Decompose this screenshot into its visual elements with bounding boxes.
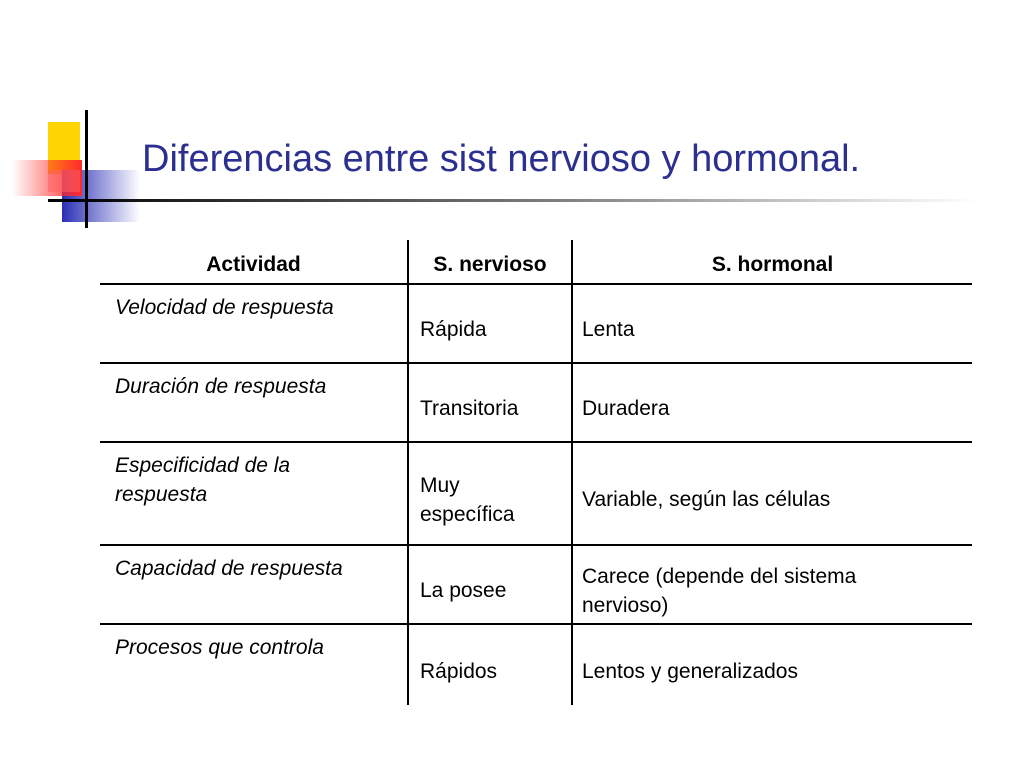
table-cell-actividad	[115, 451, 405, 509]
cell-line: Duración de respuesta	[115, 375, 327, 398]
column-divider	[407, 240, 409, 705]
cell-line: Duradera	[582, 397, 670, 420]
table-cell-nervioso	[420, 657, 570, 686]
table-cell-actividad	[115, 633, 405, 662]
cell-line: Velocidad de respuesta	[115, 296, 334, 319]
cell-line: Transitoria	[420, 397, 519, 420]
table-cell-hormonal	[582, 562, 970, 620]
cell-line: Muy	[420, 474, 460, 497]
row-separator	[100, 441, 972, 443]
horizontal-rule	[48, 199, 978, 202]
column-header-nervioso: S. nervioso	[433, 253, 547, 276]
table-cell-nervioso	[420, 315, 570, 344]
table-cell-nervioso	[420, 576, 570, 605]
table-cell-hormonal	[582, 485, 970, 514]
cell-line: La posee	[420, 579, 507, 602]
row-separator	[100, 544, 972, 546]
vertical-rule	[85, 110, 88, 228]
header-separator	[100, 283, 972, 285]
cell-line: Carece (depende del sistema	[582, 565, 857, 588]
table-cell-actividad	[115, 554, 405, 583]
cell-line: respuesta	[115, 483, 208, 506]
table-cell-hormonal	[582, 394, 970, 423]
table-cell-hormonal	[582, 657, 970, 686]
cell-line: Procesos que controla	[115, 636, 324, 659]
cell-line: nervioso)	[582, 594, 669, 617]
cell-line: Rápida	[420, 318, 487, 341]
slide-title: Diferencias entre sist nervioso y hormonal.	[142, 138, 861, 180]
row-separator	[100, 623, 972, 625]
column-divider	[571, 240, 573, 705]
table-cell-hormonal	[582, 315, 970, 344]
table-cell-nervioso	[420, 471, 570, 529]
cell-line: Especificidad de la	[115, 454, 291, 477]
table-cell-actividad	[115, 293, 405, 322]
column-header-hormonal: S. hormonal	[711, 253, 834, 276]
cell-line: específica	[420, 503, 515, 526]
cell-line: Variable, según las células	[582, 488, 831, 511]
cell-line: Lentos y generalizados	[582, 660, 798, 683]
cell-line: Capacidad de respuesta	[115, 557, 343, 580]
comparison-table	[100, 240, 972, 705]
cell-line: Lenta	[582, 318, 635, 341]
row-separator	[100, 362, 972, 364]
table-cell-nervioso	[420, 394, 570, 423]
column-header-actividad: Actividad	[206, 253, 301, 276]
table-cell-actividad	[115, 372, 405, 401]
title-decoration-graphic	[0, 0, 1024, 240]
cell-line: Rápidos	[420, 660, 498, 683]
